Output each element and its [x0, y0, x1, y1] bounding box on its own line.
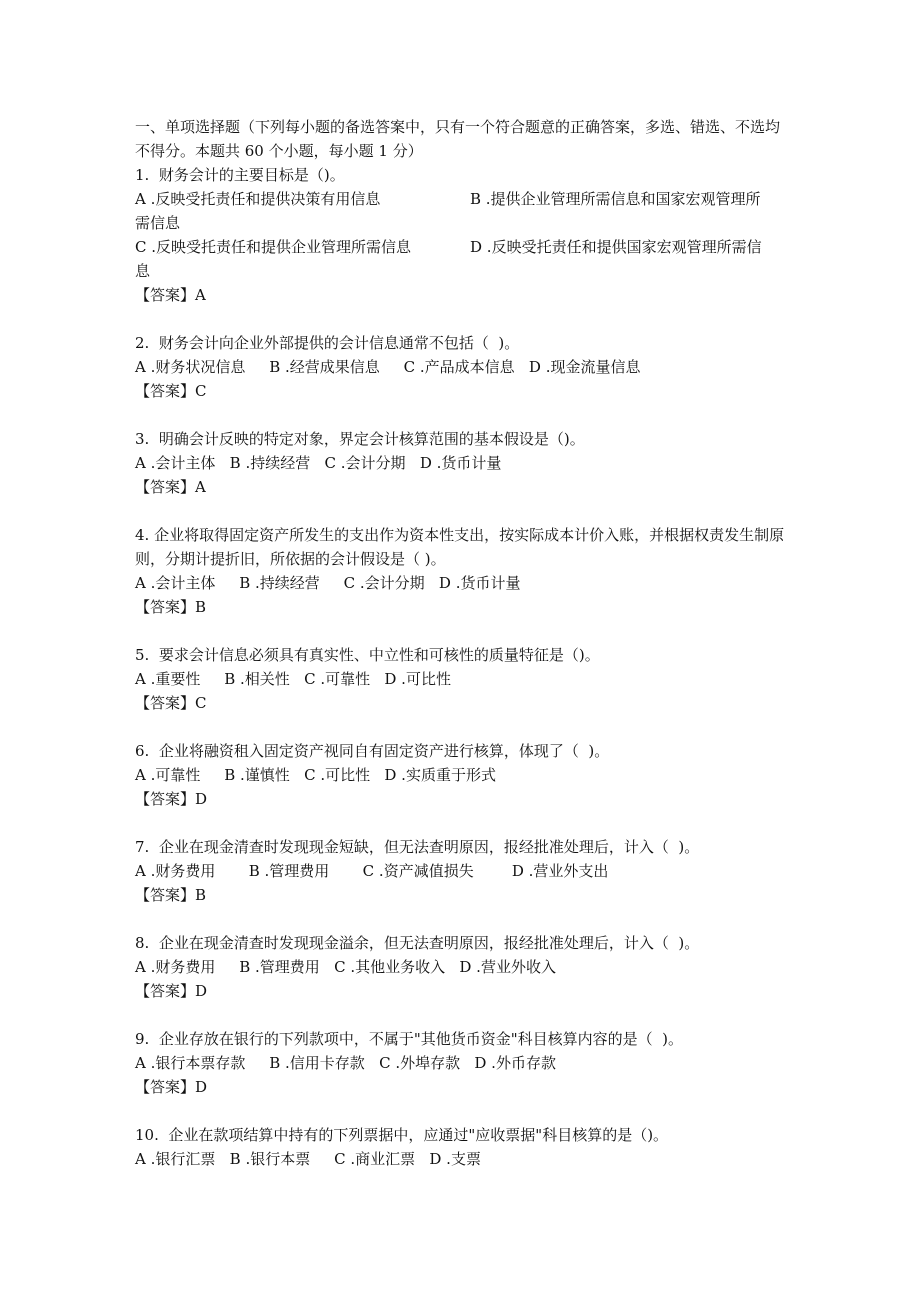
options: A .财务费用 B .管理费用 C .资产减值损失 D .营业外支出	[135, 862, 609, 880]
question-8	[135, 931, 790, 1003]
option-d-continued: 息	[135, 262, 151, 280]
options: A .银行本票存款 B .信用卡存款 C .外埠存款 D .外币存款	[135, 1054, 556, 1072]
option-d: D .反映受托责任和提供国家宏观管理所需信	[470, 238, 762, 256]
question-9	[135, 1027, 790, 1099]
options: A .财务状况信息 B .经营成果信息 C .产品成本信息 D .现金流量信息	[135, 358, 641, 376]
section-title: 一、单项选择题（下列每小题的备选答案中，只有一个符合题意的正确答案，多选、错选、不选均不得分。本题共 60 个小题，每小题 1 分）	[135, 118, 781, 160]
options: A .会计主体 B .持续经营 C .会计分期 D .货币计量	[135, 574, 521, 592]
question-stem: 2. 财务会计向企业外部提供的会计信息通常不包括（ )。	[135, 334, 520, 352]
answer: 【答案】A	[135, 286, 206, 304]
question-stem: 7. 企业在现金清查时发现现金短缺，但无法查明原因，报经批准处理后，计入（ )。	[135, 838, 700, 856]
question-stem: 6. 企业将融资租入固定资产视同自有固定资产进行核算，体现了（ )。	[135, 742, 610, 760]
option-a: A .反映受托责任和提供决策有用信息	[135, 190, 381, 208]
document-page	[135, 115, 790, 1171]
question-stem: 9. 企业存放在银行的下列款项中，不属于"其他货币资金"科目核算内容的是（ )。	[135, 1030, 684, 1048]
option-b: B .提供企业管理所需信息和国家宏观管理所	[470, 190, 761, 208]
question-10	[135, 1123, 790, 1171]
question-stem: 3. 明确会计反映的特定对象，界定会计核算范围的基本假设是（)。	[135, 430, 585, 448]
option-b-continued: 需信息	[135, 214, 181, 232]
question-stem: 1. 财务会计的主要目标是（)。	[135, 166, 345, 184]
answer: 【答案】D	[135, 790, 208, 808]
options	[135, 187, 790, 283]
question-4	[135, 523, 790, 619]
question-2	[135, 331, 790, 403]
option-c: C .反映受托责任和提供企业管理所需信息	[135, 238, 412, 256]
answer: 【答案】C	[135, 382, 207, 400]
question-stem: 10. 企业在款项结算中持有的下列票据中，应通过"应收票据"科目核算的是（)。	[135, 1126, 669, 1144]
question-stem: 8. 企业在现金清查时发现现金溢余，但无法查明原因，报经批准处理后，计入（ )。	[135, 934, 700, 952]
answer: 【答案】C	[135, 694, 207, 712]
answer: 【答案】B	[135, 886, 207, 904]
question-3	[135, 427, 790, 499]
answer: 【答案】A	[135, 478, 206, 496]
answer: 【答案】B	[135, 598, 207, 616]
options: A .财务费用 B .管理费用 C .其他业务收入 D .营业外收入	[135, 958, 556, 976]
options: A .银行汇票 B .银行本票 C .商业汇票 D .支票	[135, 1150, 481, 1168]
options: A .重要性 B .相关性 C .可靠性 D .可比性	[135, 670, 451, 688]
options: A .会计主体 B .持续经营 C .会计分期 D .货币计量	[135, 454, 502, 472]
options: A .可靠性 B .谨慎性 C .可比性 D .实质重于形式	[135, 766, 496, 784]
question-stem: 4. 企业将取得固定资产所发生的支出作为资本性支出，按实际成本计价入账，并根据权责发生制原则，分期计提折旧，所依据的会计假设是（ )。	[135, 526, 785, 568]
question-5	[135, 643, 790, 715]
question-6	[135, 739, 790, 811]
answer: 【答案】D	[135, 982, 208, 1000]
question-1	[135, 163, 790, 307]
answer: 【答案】D	[135, 1078, 208, 1096]
question-stem: 5. 要求会计信息必须具有真实性、中立性和可核性的质量特征是（)。	[135, 646, 600, 664]
question-7	[135, 835, 790, 907]
